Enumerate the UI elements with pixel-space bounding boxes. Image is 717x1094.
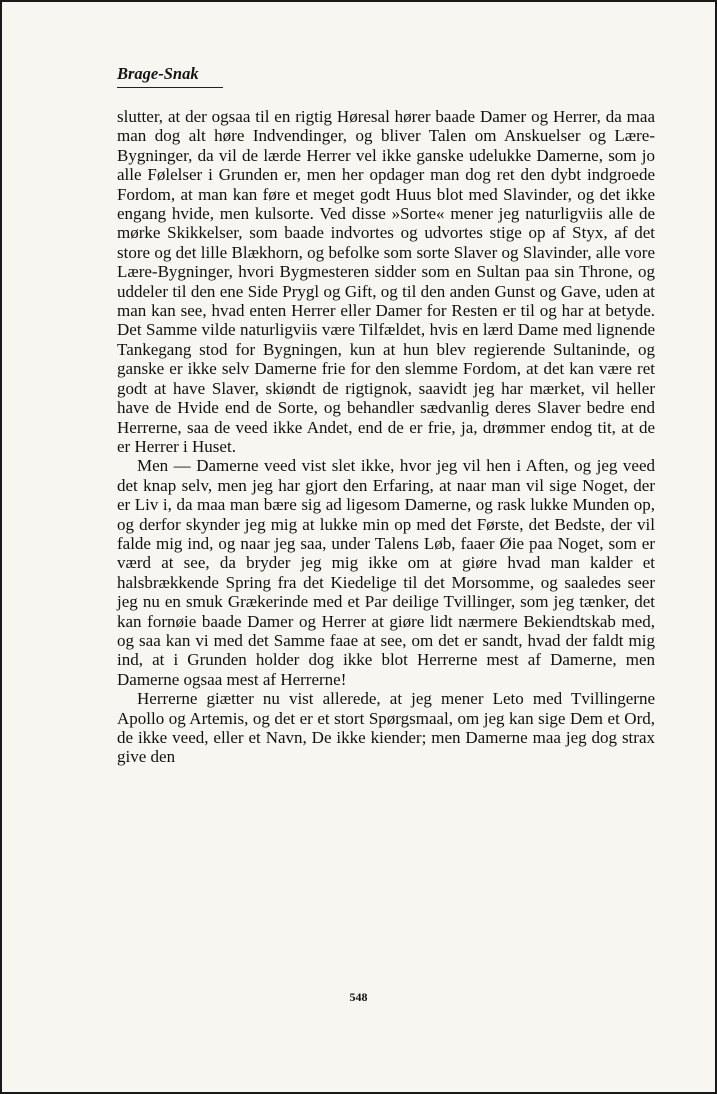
paragraph-3: Herrerne giætter nu vist allerede, at jeg mener Leto med Tvillingerne Apollo og Artemis, og det er et stort Spørgsmaal, om jeg kan sige Dem et Ord, de ikke veed, eller et Navn, De ikke kiender; men Damerne maa jeg dog strax give den: [117, 689, 655, 767]
paragraph-2: Men — Damerne veed vist slet ikke, hvor jeg vil hen i Aften, og jeg veed det knap selv, men jeg har gjort den Erfaring, at naar man vil sige Noget, der er Liv i, da maa man bære sig ad ligesom Damerne, og rask lukke Munden op, og derfor skynder jeg mig at lukke min op med det Første, det Bedste, der vil falde mig ind, og naar jeg saa, under Talens Løb, faaer Øie paa Noget, som er værd at see, da bryder jeg mig ikke om at giøre hvad man kalder et halsbrækkende Spring fra det Kiedelige til det Morsomme, og saaledes seer jeg nu en smuk Grækerinde med et Par deilige Tvillinger, som jeg tænker, det kan fornøie baade Damer og Herrer at giøre lidt nærmere Bekiendtskab med, og saa kan vi med det Samme faae at see, om det er sandt, hvad der faldt mig ind, at i Grunden holder dog ikke blot Herrerne mest af Damerne, men Damerne ogsaa mest af Herrerne!: [117, 456, 655, 689]
page-number: 548: [349, 990, 368, 1004]
paragraph-1: slutter, at der ogsaa til en rigtig Høresal hører baade Damer og Herrer, da maa man dog alt høre Indvendinger, og bliver Talen om Anskuelser og Lære-Bygninger, da vil de lærde Herrer vel ikke ganske udelukke Damerne, som jo alle Følelser i Grunden er, men her opdager man dog ret den dybt indgroede Fordom, at man kan føre et meget godt Huus blot med Slavinder, og det ikke engang hvide, men kulsorte. Ved disse »Sorte« mener jeg naturligviis alle de mørke Skikkelser, som baade indvortes og udvortes stige op af Styx, af det store og det lille Blækhorn, og befolke som sorte Slaver og Slavinder, alle vore Lære-Bygninger, hvori Bygmesteren sidder som en Sultan paa sin Throne, og uddeler til den ene Side Prygl og Gift, og til den anden Gunst og Gave, uden at man kan see, hvad enten Herrer eller Damer for Resten er til og har at betyde. Det Samme vilde naturligviis være Tilfældet, hvis en lærd Dame med lignende Tankegang stod for Bygningen, kun at hun blev regierende Sultaninde, og ganske er ikke selv Damerne frie for den slemme Fordom, at det kan være ret godt at have Slaver, skiøndt de rigtignok, saavidt jeg har mærket, vil heller have de Hvide end de Sorte, og behandler sædvanlig deres Slaver bedre end Herrerne, saa de veed ikke Andet, end de er frie, ja, drømmer endog tit, at de er Herrer i Huset.: [117, 107, 655, 456]
running-head-rule: [117, 87, 223, 88]
body-text: [117, 107, 655, 767]
running-head: Brage-Snak: [117, 64, 199, 83]
